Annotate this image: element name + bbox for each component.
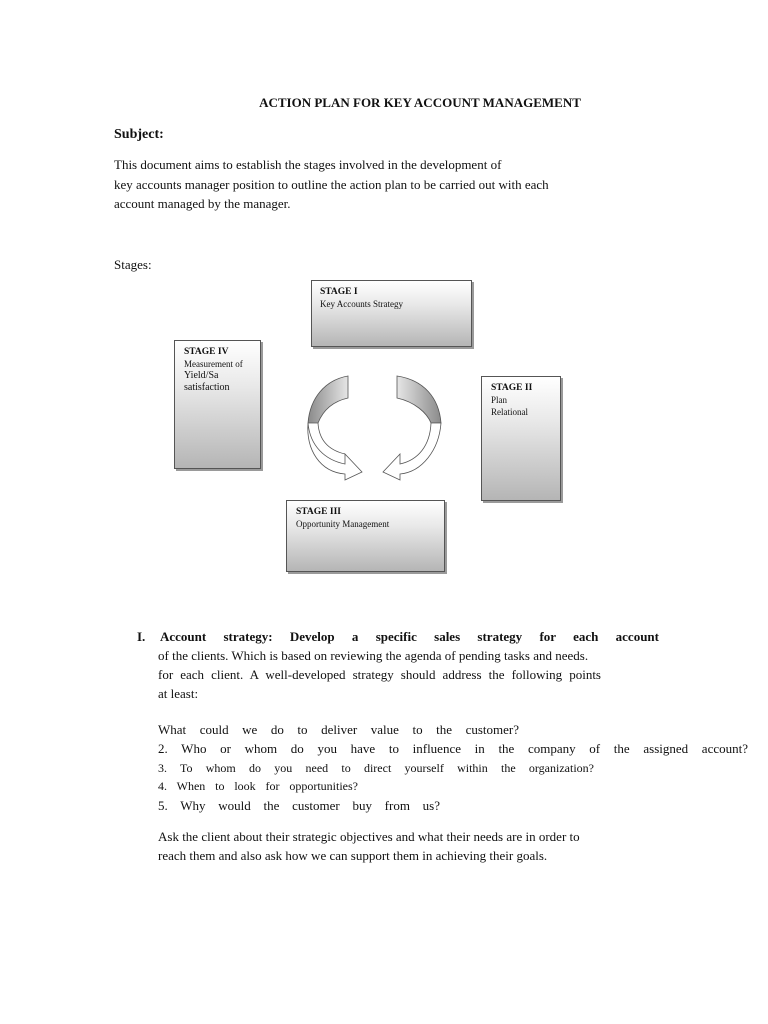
stage-4-text: Measurement of — [184, 359, 243, 369]
section-line: for each client. A well-developed strategy should address the following points — [158, 667, 601, 682]
question-item: 2. Who or whom do you have to influence in the company of the assigned account? — [158, 741, 748, 756]
stage-1-text: Key Accounts Strategy — [320, 299, 403, 309]
question-item: 3. To whom do you need to direct yourself within the organization? — [158, 761, 594, 775]
section-line: at least: — [158, 686, 199, 701]
subject-label: Subject: — [114, 127, 164, 142]
intro-line: key accounts manager position to outline the action plan to be carried out with each — [114, 177, 549, 192]
section-number: I. — [137, 629, 146, 644]
stage-2-box — [481, 376, 561, 501]
intro-line: account managed by the manager. — [114, 196, 291, 211]
closing-line: reach them and also ask how we can support them in achieving their goals. — [158, 848, 548, 863]
stage-4-text: Yield/Sa — [184, 370, 219, 381]
stages-label: Stages: — [114, 257, 152, 272]
left-arrow-band — [308, 376, 348, 423]
stage-1-title: STAGE I — [320, 287, 358, 297]
stage-4-box — [174, 340, 261, 469]
stage-3-text: Opportunity Management — [296, 519, 390, 529]
right-arrow-band — [397, 376, 441, 423]
section-heading: Account strategy: Develop a specific sales strategy for each account — [160, 629, 659, 644]
stage-1-box — [311, 280, 472, 347]
stage-2-text: Relational — [491, 407, 528, 417]
question-item: 4. When to look for opportunities? — [158, 779, 358, 793]
intro-line: This document aims to establish the stages involved in the development of — [114, 157, 502, 172]
stage-2-text: Plan — [491, 395, 508, 405]
section-line: of the clients. Which is based on reviewing the agenda of pending tasks and needs. — [158, 648, 589, 663]
right-arrow-head — [383, 423, 441, 480]
stage-3-box — [286, 500, 445, 572]
document-title: ACTION PLAN FOR KEY ACCOUNT MANAGEMENT — [259, 95, 581, 110]
question-item: 5. Why would the customer buy from us? — [158, 798, 440, 813]
left-arrow-head — [308, 423, 362, 480]
stage-3-title: STAGE III — [296, 507, 341, 517]
stage-2-title: STAGE II — [491, 383, 533, 393]
closing-line: Ask the client about their strategic objectives and what their needs are in order to — [158, 829, 580, 844]
stage-4-title: STAGE IV — [184, 347, 229, 357]
stage-4-text: satisfaction — [184, 382, 230, 393]
cycle-arrows-icon — [300, 368, 460, 483]
question-item: What could we do to deliver value to the customer? — [158, 722, 519, 737]
